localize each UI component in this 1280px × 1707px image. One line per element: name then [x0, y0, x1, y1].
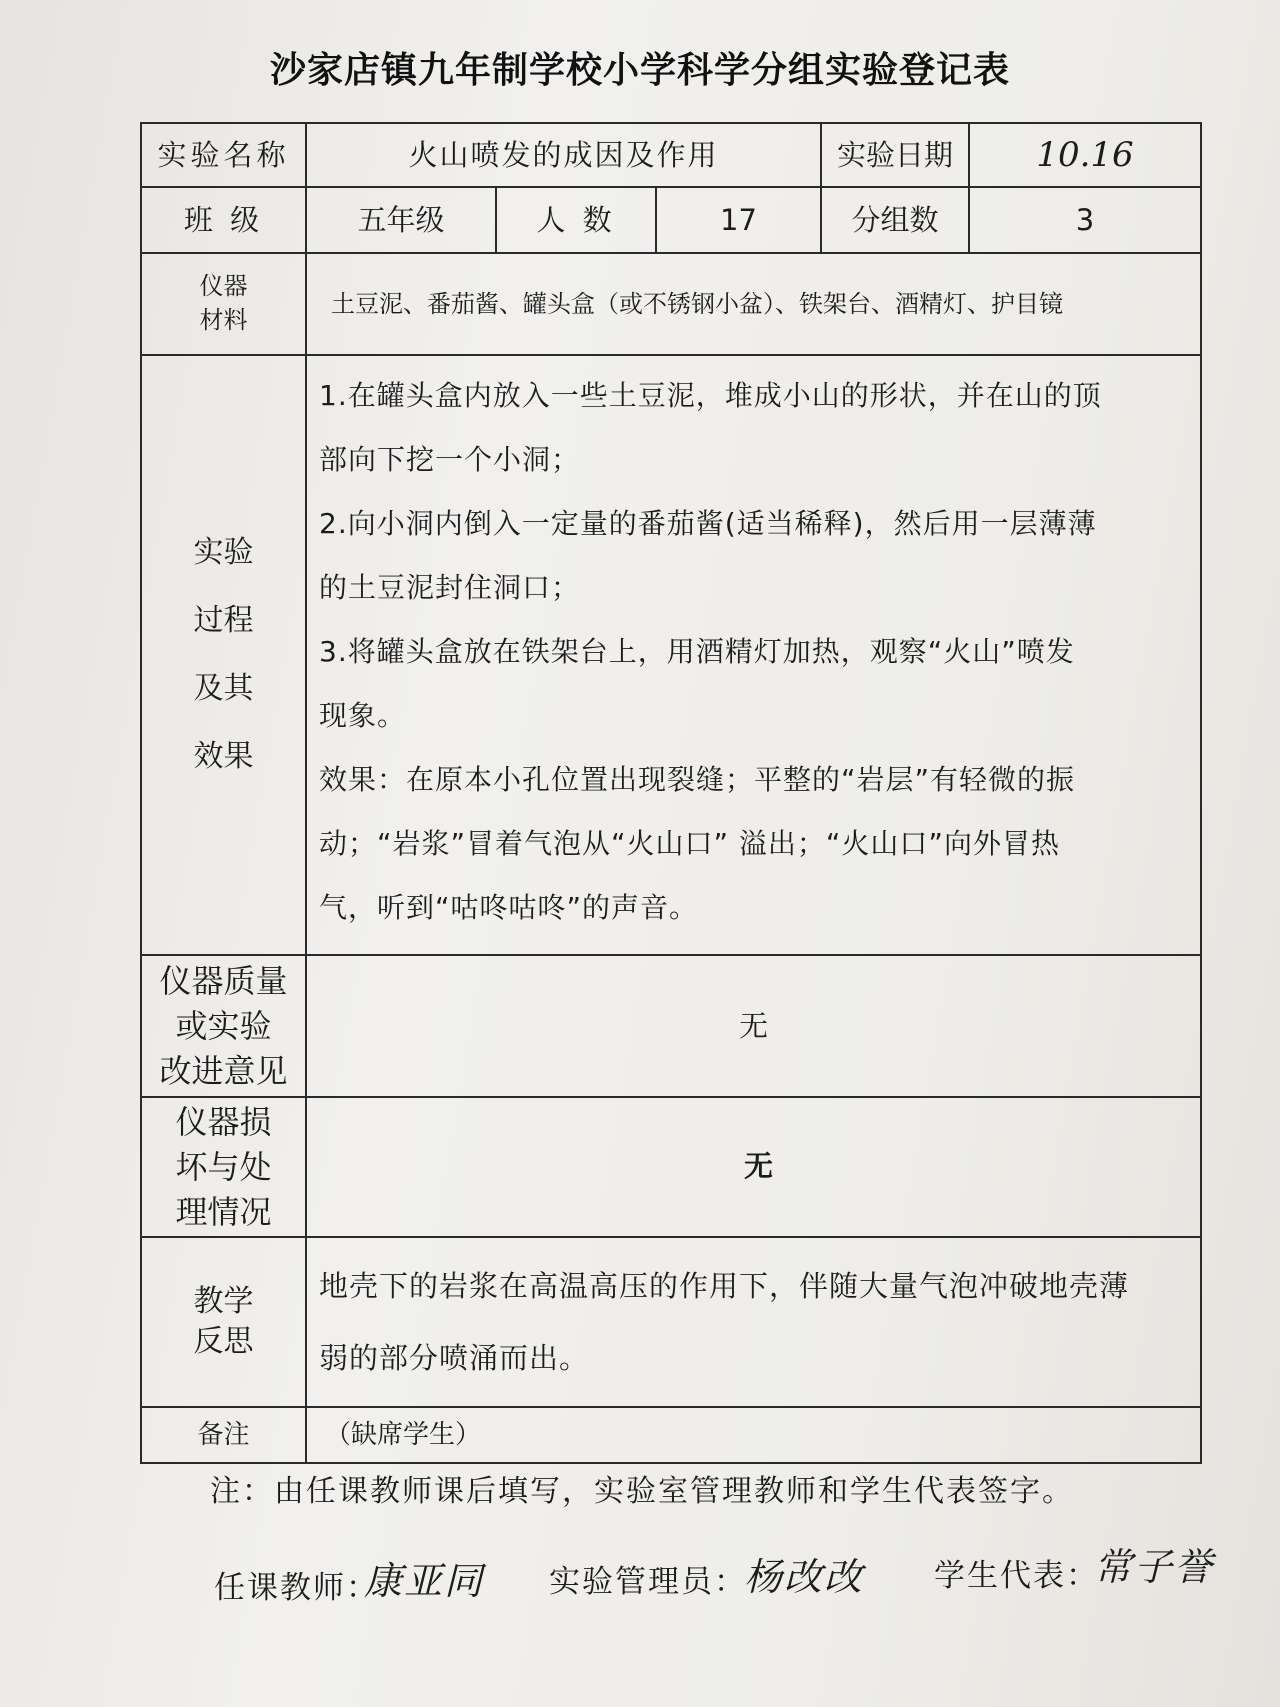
process-line: 部向下挖一个小洞； — [319, 443, 581, 476]
materials-value: 土豆泥、番茄酱、罐头盒（或不锈钢小盆）、铁架台、酒精灯、护目镜 — [306, 253, 1201, 355]
damage-value-text: 无 — [744, 1148, 774, 1183]
damage-label-line: 仪器损 — [175, 1102, 272, 1141]
teacher-signature: 康亚同 — [364, 1559, 485, 1603]
process-label-line: 及其 — [193, 671, 254, 706]
reflection-label — [141, 1237, 306, 1407]
row-class-info — [141, 187, 1201, 253]
process-line: 的土豆泥封住洞口； — [319, 571, 581, 604]
student-count-label: 人 数 — [496, 187, 656, 253]
student-rep-signature: 常子誉 — [1094, 1545, 1215, 1589]
process-label — [141, 355, 306, 955]
quality-label-line: 改进意见 — [159, 1051, 288, 1090]
row-experiment-name — [141, 123, 1201, 187]
reflection-content — [306, 1237, 1201, 1407]
process-line: 2.向小洞内倒入一定量的番茄酱(适当稀释)，然后用一层薄薄 — [319, 507, 1097, 540]
reflection-line: 地壳下的岩浆在高温高压的作用下，伴随大量气泡冲破地壳薄 — [319, 1269, 1130, 1303]
materials-label-line2: 材料 — [199, 306, 248, 334]
process-line: 1.在罐头盒内放入一些土豆泥，堆成小山的形状，并在山的顶 — [319, 379, 1102, 412]
registration-table — [140, 122, 1202, 1464]
quality-label-line: 或实验 — [175, 1006, 272, 1045]
row-reflection — [141, 1237, 1201, 1407]
process-line: 3.将罐头盒放在铁架台上，用酒精灯加热，观察“火山”喷发 — [319, 635, 1075, 668]
experiment-date-value: 10.16 — [969, 123, 1201, 187]
process-line: 气，听到“咕咚咕咚”的声音。 — [319, 891, 699, 924]
damage-label — [141, 1097, 306, 1237]
signature-line — [214, 1540, 1214, 1630]
admin-signature: 杨改改 — [744, 1555, 865, 1599]
group-count-value: 3 — [969, 187, 1201, 253]
process-label-line: 效果 — [193, 739, 254, 774]
process-label-line: 过程 — [193, 603, 254, 638]
quality-value: 无 — [306, 955, 1201, 1097]
experiment-name-label: 实验名称 — [141, 123, 306, 187]
reflection-label-line: 反思 — [193, 1324, 254, 1359]
teacher-label: 任课教师： — [214, 1570, 379, 1606]
group-count-label: 分组数 — [821, 187, 969, 253]
row-damage — [141, 1097, 1201, 1237]
row-quality — [141, 955, 1201, 1097]
class-label: 班 级 — [141, 187, 306, 253]
materials-label — [141, 253, 306, 355]
materials-label-line1: 仪器 — [199, 272, 248, 301]
remarks-label: 备注 — [141, 1407, 306, 1463]
student-count-value: 17 — [656, 187, 821, 253]
row-materials — [141, 253, 1201, 355]
reflection-label-line: 教学 — [193, 1284, 254, 1319]
damage-value — [306, 1097, 1201, 1237]
process-content — [306, 355, 1201, 955]
experiment-date-label: 实验日期 — [821, 123, 969, 187]
process-label-line: 实验 — [193, 535, 254, 570]
process-line: 效果：在原本小孔位置出现裂缝；平整的“岩层”有轻微的振 — [319, 763, 1076, 796]
quality-label — [141, 955, 306, 1097]
class-value: 五年级 — [306, 187, 496, 253]
process-line: 动；“岩浆”冒着气泡从“火山口” 溢出；“火山口”向外冒热 — [319, 827, 1060, 860]
footer-note: 注：由任课教师课后填写，实验室管理教师和学生代表签字。 — [210, 1474, 1074, 1509]
process-line: 现象。 — [319, 699, 407, 732]
form-title: 沙家店镇九年制学校小学科学分组实验登记表 — [269, 50, 1010, 91]
experiment-name-value: 火山喷发的成因及作用 — [306, 123, 821, 187]
row-remarks — [141, 1407, 1201, 1463]
student-rep-label: 学生代表： — [934, 1558, 1099, 1594]
damage-label-line: 坏与处 — [175, 1147, 272, 1186]
admin-label: 实验管理员： — [549, 1564, 747, 1600]
remarks-value: （缺席学生） — [306, 1407, 1201, 1463]
damage-label-line: 理情况 — [175, 1192, 272, 1231]
row-process — [141, 355, 1201, 955]
quality-label-line: 仪器质量 — [159, 961, 288, 1000]
reflection-line: 弱的部分喷涌而出。 — [319, 1341, 590, 1375]
